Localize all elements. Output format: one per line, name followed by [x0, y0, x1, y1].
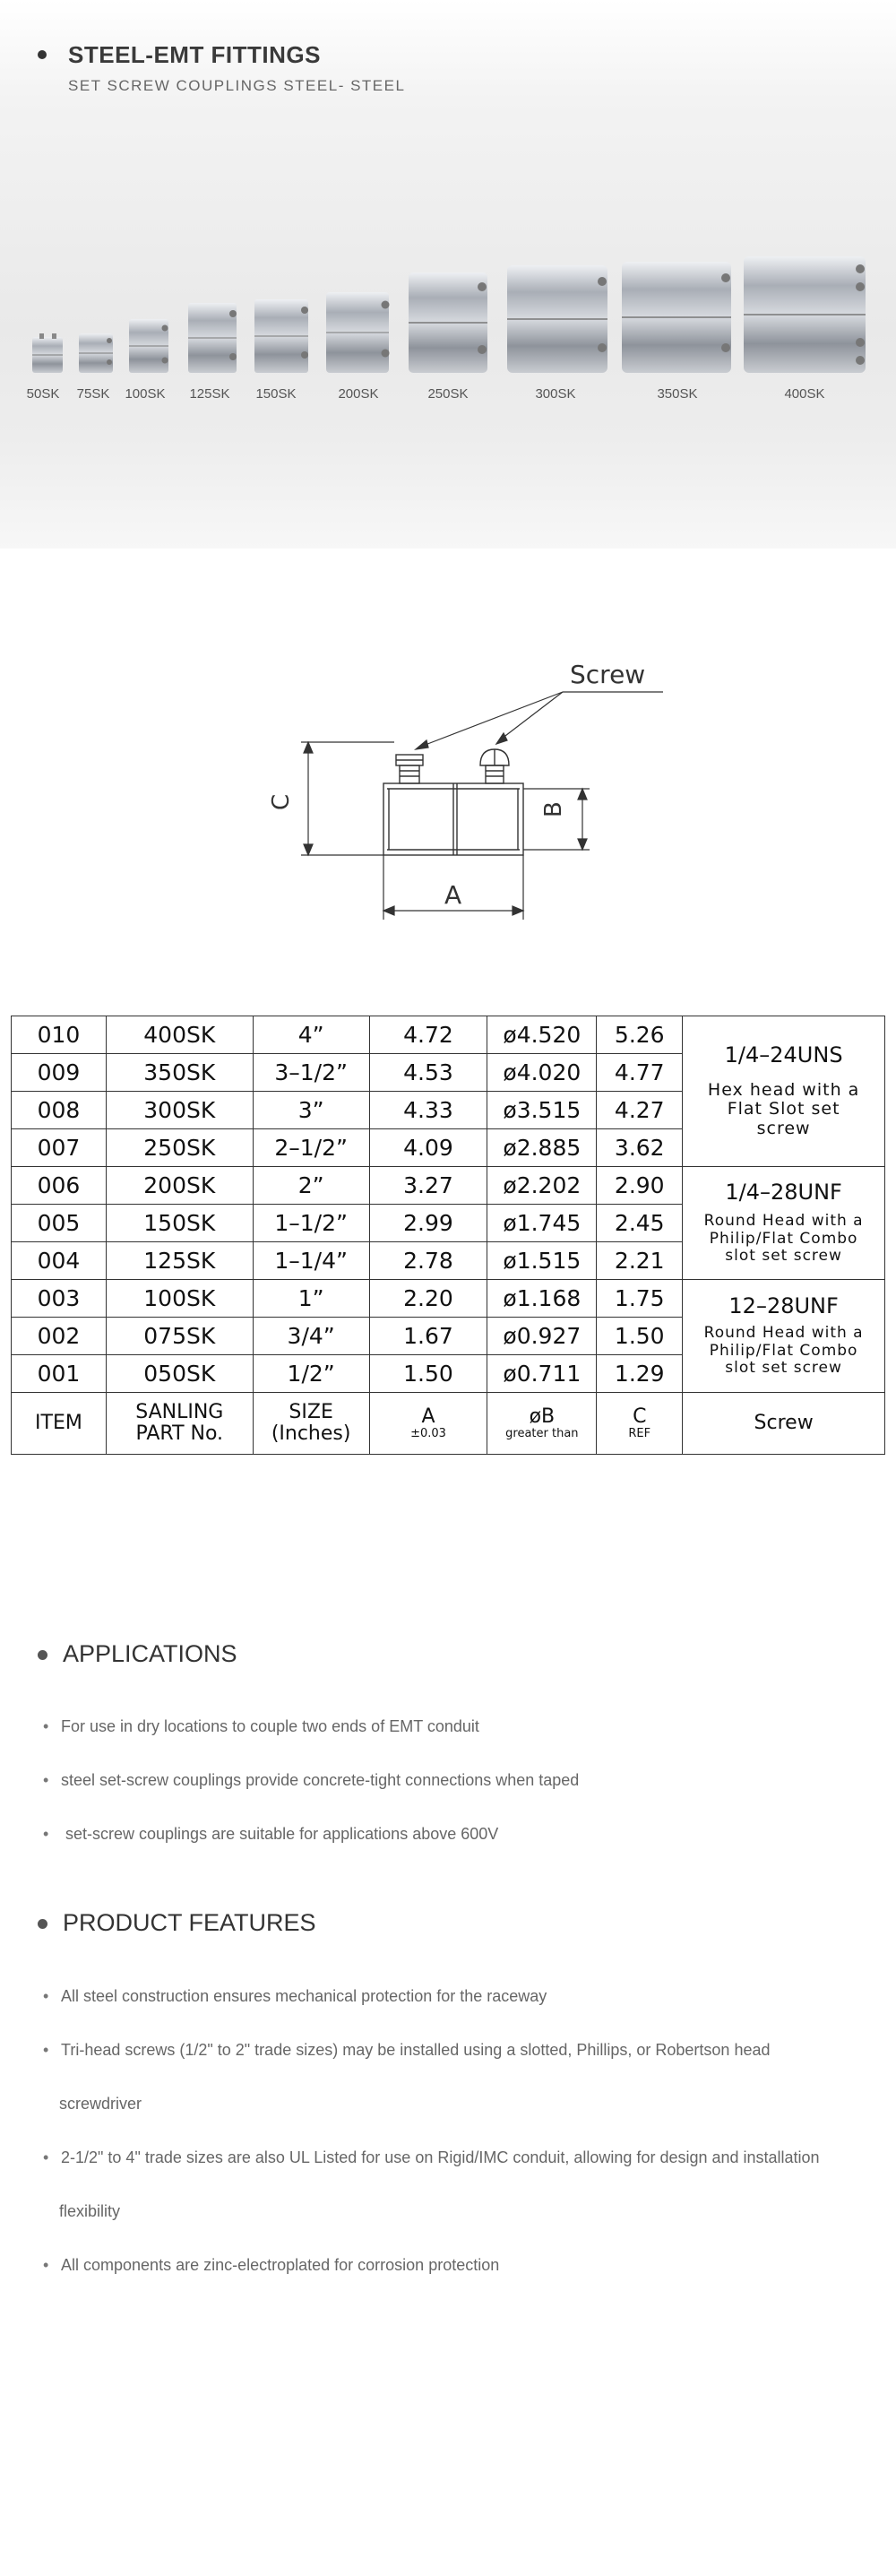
cell-item: 004: [12, 1242, 107, 1280]
cell-size: 2”: [253, 1167, 369, 1205]
header-b-note: greater than: [505, 1426, 579, 1440]
dim-b-label: B: [540, 801, 567, 817]
list-item-text: screwdriver: [59, 2095, 142, 2113]
header-part-line1: SANLING: [135, 1400, 224, 1423]
cell-a: 3.27: [369, 1167, 487, 1205]
cell-a: 1.67: [369, 1318, 487, 1355]
header-item: ITEM: [12, 1393, 107, 1455]
table-row: [12, 1016, 885, 1054]
coupling-dimension-diagram: [251, 645, 681, 941]
cell-c: 1.29: [597, 1355, 683, 1393]
cell-a: 4.33: [369, 1092, 487, 1129]
cell-a: 4.53: [369, 1054, 487, 1092]
list-item-text: All components are zinc-electroplated for corrosion protection: [61, 2256, 500, 2274]
list-item-text: set-screw couplings are suitable for applications above 600V: [61, 1825, 499, 1843]
list-item: [43, 2256, 885, 2275]
fitting-label: 250SK: [427, 386, 469, 402]
header-b: [487, 1393, 597, 1455]
header-c: [597, 1393, 683, 1455]
cell-screw-group-1: [683, 1016, 885, 1167]
cell-item: 010: [12, 1016, 107, 1054]
applications-title: APPLICATIONS: [63, 1640, 237, 1667]
list-item: [43, 1717, 885, 1736]
cell-c: 2.21: [597, 1242, 683, 1280]
cell-size: 1–1/4”: [253, 1242, 369, 1280]
header-part: [106, 1393, 253, 1455]
cell-b: ø1.515: [487, 1242, 597, 1280]
fitting-300sk-icon: [507, 265, 607, 373]
cell-b: ø2.885: [487, 1129, 597, 1167]
cell-a: 4.09: [369, 1129, 487, 1167]
dim-c-label: C: [268, 793, 295, 810]
fitting-label: 400SK: [784, 386, 825, 402]
list-item-continuation: [59, 2095, 896, 2114]
cell-item: 006: [12, 1167, 107, 1205]
list-item-continuation: [59, 2202, 896, 2221]
cell-part: 250SK: [106, 1129, 253, 1167]
cell-item: 007: [12, 1129, 107, 1167]
fitting-100sk-icon: [129, 319, 168, 373]
cell-b: ø4.520: [487, 1016, 597, 1054]
header-size-line1: SIZE: [289, 1400, 333, 1423]
cell-size: 1/2”: [253, 1355, 369, 1393]
cell-b: ø1.745: [487, 1205, 597, 1242]
fitting-label: 100SK: [125, 386, 166, 402]
cell-c: 2.90: [597, 1167, 683, 1205]
cell-screw-group-2: [683, 1167, 885, 1280]
hero-banner: [0, 0, 896, 549]
cell-b: ø3.515: [487, 1092, 597, 1129]
cell-item: 009: [12, 1054, 107, 1092]
cell-c: 1.50: [597, 1318, 683, 1355]
screw-callout: Screw: [570, 660, 646, 689]
screw-desc: Round Head with a Philip/Flat Combo slot set screw: [703, 1211, 864, 1266]
cell-part: 300SK: [106, 1092, 253, 1129]
table-header-row: [12, 1393, 885, 1455]
cell-size: 4”: [253, 1016, 369, 1054]
bullet-icon: •: [43, 2148, 49, 2166]
header-c-label: C: [633, 1405, 647, 1428]
screw-thread: 1/4–24UNS: [724, 1042, 843, 1068]
header-a-note: ±0.03: [410, 1426, 446, 1440]
fittings-lineup: [0, 0, 896, 549]
hero-title: STEEL-EMT FITTINGS: [68, 41, 321, 68]
cell-size: 3–1/2”: [253, 1054, 369, 1092]
cell-a: 2.78: [369, 1242, 487, 1280]
cell-item: 002: [12, 1318, 107, 1355]
cell-b: ø0.711: [487, 1355, 597, 1393]
cell-part: 100SK: [106, 1280, 253, 1318]
screw-desc: Round Head with a Philip/Flat Combo slot set screw: [703, 1323, 864, 1378]
fitting-50sk-icon: [32, 333, 63, 373]
list-item-text: All steel construction ensures mechanical protection for the raceway: [61, 1987, 547, 2005]
cell-size: 3/4”: [253, 1318, 369, 1355]
header-a-label: A: [421, 1405, 435, 1428]
fitting-label: 75SK: [76, 386, 110, 402]
cell-size: 3”: [253, 1092, 369, 1129]
cell-size: 2–1/2”: [253, 1129, 369, 1167]
cell-a: 1.50: [369, 1355, 487, 1393]
header-size: [253, 1393, 369, 1455]
cell-a: 2.99: [369, 1205, 487, 1242]
fitting-label: 300SK: [535, 386, 576, 402]
cell-part: 350SK: [106, 1054, 253, 1092]
bullet-icon: •: [43, 1825, 49, 1843]
fitting-75sk-icon: [79, 333, 113, 373]
fitting-label: 150SK: [255, 386, 297, 402]
bullet-icon: •: [43, 2041, 49, 2059]
fitting-400sk-icon: [744, 256, 866, 373]
cell-b: ø0.927: [487, 1318, 597, 1355]
cell-part: 125SK: [106, 1242, 253, 1280]
cell-part: 050SK: [106, 1355, 253, 1393]
list-item: [43, 2148, 885, 2167]
cell-c: 2.45: [597, 1205, 683, 1242]
cell-b: ø4.020: [487, 1054, 597, 1092]
hero-subtitle: SET SCREW COUPLINGS STEEL- STEEL: [68, 77, 406, 94]
cell-c: 5.26: [597, 1016, 683, 1054]
dim-a-label: A: [444, 880, 462, 910]
fitting-200sk-icon: [326, 292, 390, 373]
bullet-icon: •: [43, 1987, 49, 2005]
cell-item: 008: [12, 1092, 107, 1129]
screw-desc: Hex head with a Flat Slot set screw: [707, 1079, 860, 1139]
cell-part: 200SK: [106, 1167, 253, 1205]
table-row: [12, 1280, 885, 1318]
coupling-drawing: [251, 645, 681, 941]
list-item-text: steel set-screw couplings provide concrete-tight connections when taped: [61, 1771, 580, 1789]
cell-part: 075SK: [106, 1318, 253, 1355]
cell-a: 4.72: [369, 1016, 487, 1054]
cell-size: 1–1/2”: [253, 1205, 369, 1242]
bullet-icon: •: [43, 1717, 49, 1735]
cell-part: 400SK: [106, 1016, 253, 1054]
fitting-label: 50SK: [26, 386, 60, 402]
list-item-text: flexibility: [59, 2202, 121, 2220]
cell-c: 1.75: [597, 1280, 683, 1318]
cell-item: 003: [12, 1280, 107, 1318]
cell-c: 3.62: [597, 1129, 683, 1167]
cell-size: 1”: [253, 1280, 369, 1318]
cell-c: 4.27: [597, 1092, 683, 1129]
list-item: [43, 2041, 885, 2060]
header-size-line2: (Inches): [271, 1422, 351, 1445]
list-item: [43, 1987, 885, 2006]
cell-item: 005: [12, 1205, 107, 1242]
header-b-label: øB: [529, 1405, 556, 1428]
list-item-text: 2-1/2" to 4" trade sizes are also UL Listed for use on Rigid/IMC conduit, allowing for design and installation: [61, 2148, 820, 2166]
list-item: [43, 1771, 885, 1790]
fitting-150sk-icon: [254, 299, 308, 373]
cell-a: 2.20: [369, 1280, 487, 1318]
header-part-line2: PART No.: [135, 1422, 224, 1445]
features-title: PRODUCT FEATURES: [63, 1909, 316, 1936]
header-screw: Screw: [683, 1393, 885, 1455]
features-bullet-icon: [38, 1919, 47, 1929]
cell-screw-group-3: [683, 1280, 885, 1393]
cell-b: ø2.202: [487, 1167, 597, 1205]
table-row: [12, 1167, 885, 1205]
cell-c: 4.77: [597, 1054, 683, 1092]
fitting-label: 125SK: [189, 386, 230, 402]
spec-table: [11, 1016, 885, 1455]
list-item: [43, 1825, 885, 1844]
fitting-350sk-icon: [622, 262, 731, 373]
list-item-text: For use in dry locations to couple two ends of EMT conduit: [61, 1717, 479, 1735]
list-item-text: Tri-head screws (1/2" to 2" trade sizes) may be installed using a slotted, Phillips, or Robertson head: [61, 2041, 771, 2059]
bullet-icon: •: [43, 1771, 49, 1789]
header-c-note: REF: [628, 1426, 651, 1440]
cell-b: ø1.168: [487, 1280, 597, 1318]
applications-bullet-icon: [38, 1650, 47, 1660]
fitting-label: 200SK: [338, 386, 379, 402]
fitting-125sk-icon: [188, 303, 237, 373]
bullet-icon: •: [43, 2256, 49, 2274]
screw-thread: 1/4–28UNF: [725, 1180, 842, 1206]
fitting-label: 350SK: [657, 386, 698, 402]
cell-part: 150SK: [106, 1205, 253, 1242]
fitting-250sk-icon: [409, 272, 487, 373]
header-a: [369, 1393, 487, 1455]
cell-item: 001: [12, 1355, 107, 1393]
screw-thread: 12–28UNF: [728, 1293, 839, 1319]
